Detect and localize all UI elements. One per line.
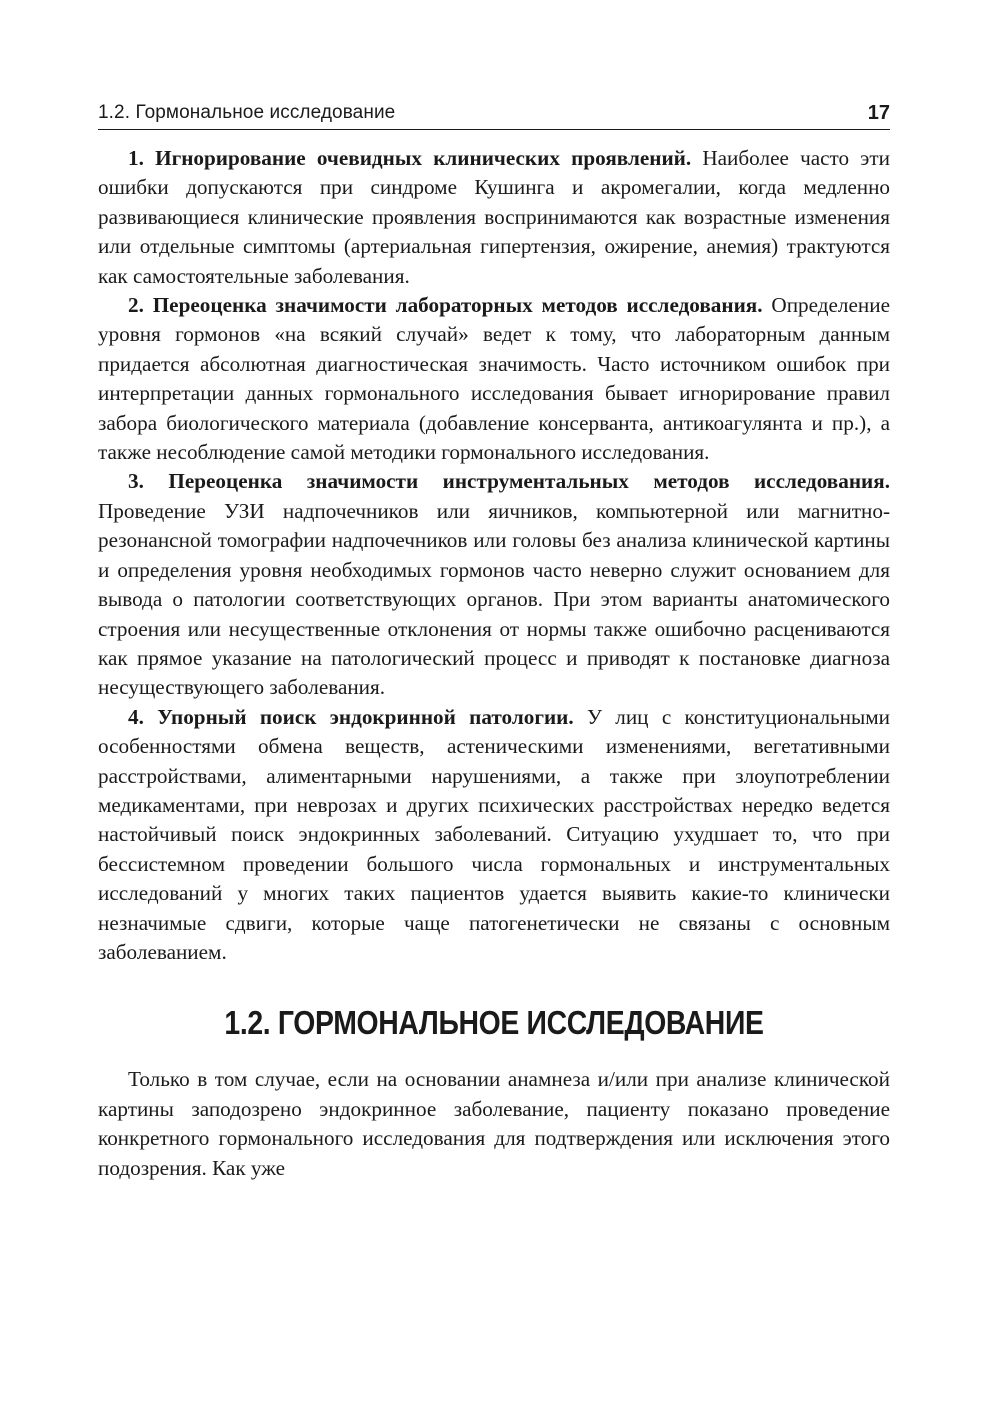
paragraph-item-3: [98, 467, 890, 702]
paragraph-item-4: [98, 703, 890, 968]
item-lead: 4. Упорный поиск эндокринной патологии.: [128, 704, 574, 729]
item-text: Проведение УЗИ надпочечников или яичников, компьютерной или магнитно-резонансной томографии надпочечников или головы без анализа клинической картины и определения уровня необходимых гормонов часто неверно служит основанием для вывода о патологии соответствующих органов. При этом варианты анатомического строения или несущественные отклонения от нормы также ошибочно расцениваются как прямое указание на патологический процесс и приводят к постановке диагноза несуществующего заболевания.: [98, 498, 890, 700]
page-number: 17: [867, 102, 890, 124]
paragraph-item-2: [98, 291, 890, 467]
running-title: 1.2. Гормональное исследование: [98, 102, 396, 123]
item-text: Определение уровня гормонов «на всякий случай» ведет к тому, что лабораторным данным придается абсолютная диагностическая значимость. Часто источником ошибок при интерпретации данных гормонального исследования бывает игнорирование правил забора биологического материала (добавление консерванта, антикоагулянта и пр.), а также несоблюдение самой методики гормонального исследования.: [98, 293, 890, 465]
item-lead: 1. Игнорирование очевидных клинических проявлений.: [128, 146, 692, 170]
item-lead: 2. Переоценка значимости лабораторных методов исследования.: [128, 293, 763, 318]
main-text: [98, 144, 890, 1183]
item-text: У лиц с конституциональными особенностями обмена веществ, астеническими изменениями, вегетативными расстройствами, алиментарными нарушениями, а также при злоупотреблении медикаментами, при неврозах и других психических расстройствах нередко ведется настойчивый поиск эндокринных заболеваний. Ситуацию ухудшает то, что при бессистемном проведении большого числа гормональных и инструментальных исследований у многих таких пациентов удается выявить какие-то клинически незначимые сдвиги, которые чаще патогенетически не связаны с основным заболеванием.: [98, 704, 891, 964]
section-heading: 1.2. ГОРМОНАЛЬНОЕ ИССЛЕДОВАНИЕ: [224, 1004, 764, 1042]
paragraph-item-1: [98, 144, 890, 291]
section-intro-paragraph: Только в том случае, если на основании анамнеза и/или при анализе клинической картины заподозрено эндокринное заболевание, пациенту показано проведение конкретного гормонального исследования для подтверждения или исключения этого подозрения. Как уже: [98, 1067, 890, 1180]
item-lead: 3. Переоценка значимости инструментальных методов исследования.: [128, 469, 890, 494]
running-header: [98, 96, 890, 130]
book-page: [98, 96, 890, 1183]
item-text: Наиболее часто эти ошибки допускаются при синдроме Кушинга и акромегалии, когда медленно развивающиеся клинические проявления воспринимаются как возрастные изменения или отдельные симптомы (артериальная гипертензия, ожирение, анемия) трактуются как самостоятельные заболевания.: [98, 146, 890, 288]
